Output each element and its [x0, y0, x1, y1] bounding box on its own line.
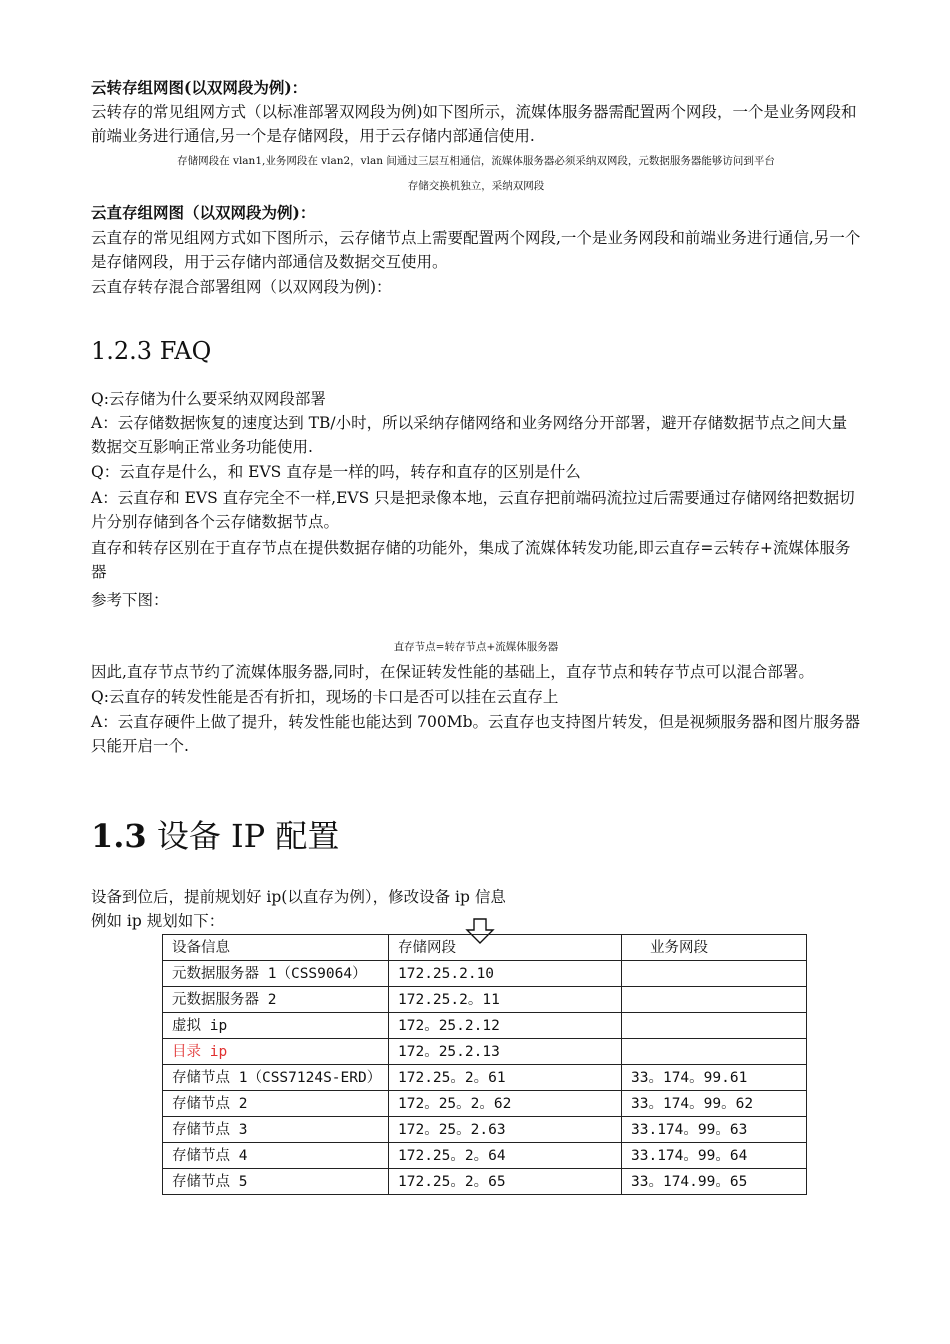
table-row	[163, 1013, 807, 1039]
faq-conclusion: 因此,直存节点节约了流媒体服务器,同时，在保证转发性能的基础上，直存节点和转存节点可以混合部署。	[91, 663, 814, 681]
table-row	[163, 1091, 807, 1117]
storage-ip: 172.25。2。64	[389, 1143, 622, 1169]
storage-ip: 172。25.2.13	[389, 1039, 622, 1065]
device-name: 存储节点 3	[163, 1117, 389, 1143]
table-row	[163, 1065, 807, 1091]
storage-ip: 172.25.2.10	[389, 961, 622, 987]
faq-a3: A：云直存硬件上做了提升，转发性能也能达到 700Mb。云直存也支持图片转发，但是视频服务器和图片服务器只能开启一个.	[91, 713, 861, 755]
business-ip	[622, 1013, 807, 1039]
faq-q3: Q:云直存的转发性能是否有折扣，现场的卡口是否可以挂在云直存上	[91, 688, 559, 706]
cloud-transfer-title: 云转存组网图(以双网段为例)：	[91, 78, 308, 97]
business-ip	[622, 961, 807, 987]
business-ip	[622, 1039, 807, 1065]
faq-a2: A：云直存和 EVS 直存完全不一样,EVS 只是把录像本地，云直存把前端码流拉过后需要通过存储网络把数据切片分别存储到各个云存储数据节点。	[91, 489, 855, 531]
device-name: 存储节点 1（CSS7124S-ERD）	[163, 1065, 389, 1091]
table-row	[163, 987, 807, 1013]
table-row	[163, 1039, 807, 1065]
device-name-highlighted: 目录 ip	[163, 1039, 389, 1065]
device-name: 元数据服务器 1（CSS9064）	[163, 961, 389, 987]
storage-ip: 172.25。2。65	[389, 1169, 622, 1195]
header-storage-segment: 存储网段	[389, 935, 622, 961]
header-business-segment: 业务网段	[622, 935, 807, 961]
faq-a1: A：云存储数据恢复的速度达到 TB/小时，所以采纳存储网络和业务网络分开部署，避开存储数据节点之间大量数据交互影响正常业务功能使用.	[91, 414, 848, 456]
table-row	[163, 1117, 807, 1143]
faq-diff: 直存和转存区别在于直存节点在提供数据存储的功能外，集成了流媒体转发功能,即云直存=云转存+流媒体服务器	[91, 539, 851, 581]
business-ip: 33.174。99。63	[622, 1117, 807, 1143]
cloud-direct-body: 云直存的常见组网方式如下图所示，云存储节点上需要配置两个网段,一个是业务网段和前端业务进行通信,另一个是存储网段，用于云存储内部通信及数据交互使用。	[91, 229, 861, 271]
storage-ip: 172。25.2.12	[389, 1013, 622, 1039]
storage-ip: 172。25。2.63	[389, 1117, 622, 1143]
device-name: 存储节点 4	[163, 1143, 389, 1169]
ip-config-intro-1: 设备到位后，提前规划好 ip(以直存为例），修改设备 ip 信息	[91, 888, 506, 906]
faq-q1: Q:云存储为什么要采纳双网段部署	[91, 390, 326, 408]
cloud-transfer-body: 云转存的常见组网方式（以标准部署双网段为例)如下图所示，流媒体服务器需配置两个网段，一个是业务网段和前端业务进行通信,另一个是存储网段，用于云存储内部通信使用.	[91, 103, 857, 145]
faq-figure-caption: 直存节点=转存节点+流媒体服务器	[393, 641, 559, 653]
faq-ref: 参考下图：	[91, 591, 169, 609]
business-ip: 33。174。99.61	[622, 1065, 807, 1091]
cloud-transfer-caption-1: 存储网段在 vlan1,业务网段在 vlan2，vlan 间通过三层互相通信，流媒体服务器必须采纳双网段，元数据服务器能够访问到平台	[177, 155, 775, 167]
table-header-row	[163, 935, 807, 961]
cloud-direct-title: 云直存组网图（以双网段为例)：	[91, 203, 316, 222]
table-row	[163, 1169, 807, 1195]
ip-config-heading-number: 1.3	[91, 817, 147, 855]
business-ip	[622, 987, 807, 1013]
table-row	[163, 961, 807, 987]
ip-config-intro-2: 例如 ip 规划如下：	[91, 912, 225, 930]
ip-config-heading	[91, 816, 339, 856]
storage-ip: 172。25。2。62	[389, 1091, 622, 1117]
device-name: 虚拟 ip	[163, 1013, 389, 1039]
cloud-mixed-title: 云直存转存混合部署组网（以双网段为例)：	[91, 278, 392, 296]
storage-ip: 172.25。2。61	[389, 1065, 622, 1091]
faq-q2: Q：云直存是什么，和 EVS 直存是一样的吗，转存和直存的区别是什么	[91, 463, 581, 481]
table-row	[163, 1143, 807, 1169]
device-name: 存储节点 2	[163, 1091, 389, 1117]
ip-plan-table	[162, 934, 807, 1195]
business-ip: 33。174.99。65	[622, 1169, 807, 1195]
faq-heading: 1.2.3 FAQ	[91, 337, 212, 365]
cloud-transfer-caption-2: 存储交换机独立，采纳双网段	[407, 180, 545, 192]
header-device-info: 设备信息	[163, 935, 389, 961]
ip-config-heading-text: 设备 IP 配置	[146, 817, 340, 855]
business-ip: 33。174。99。62	[622, 1091, 807, 1117]
device-name: 元数据服务器 2	[163, 987, 389, 1013]
storage-ip: 172.25.2。11	[389, 987, 622, 1013]
device-name: 存储节点 5	[163, 1169, 389, 1195]
business-ip: 33.174。99。64	[622, 1143, 807, 1169]
